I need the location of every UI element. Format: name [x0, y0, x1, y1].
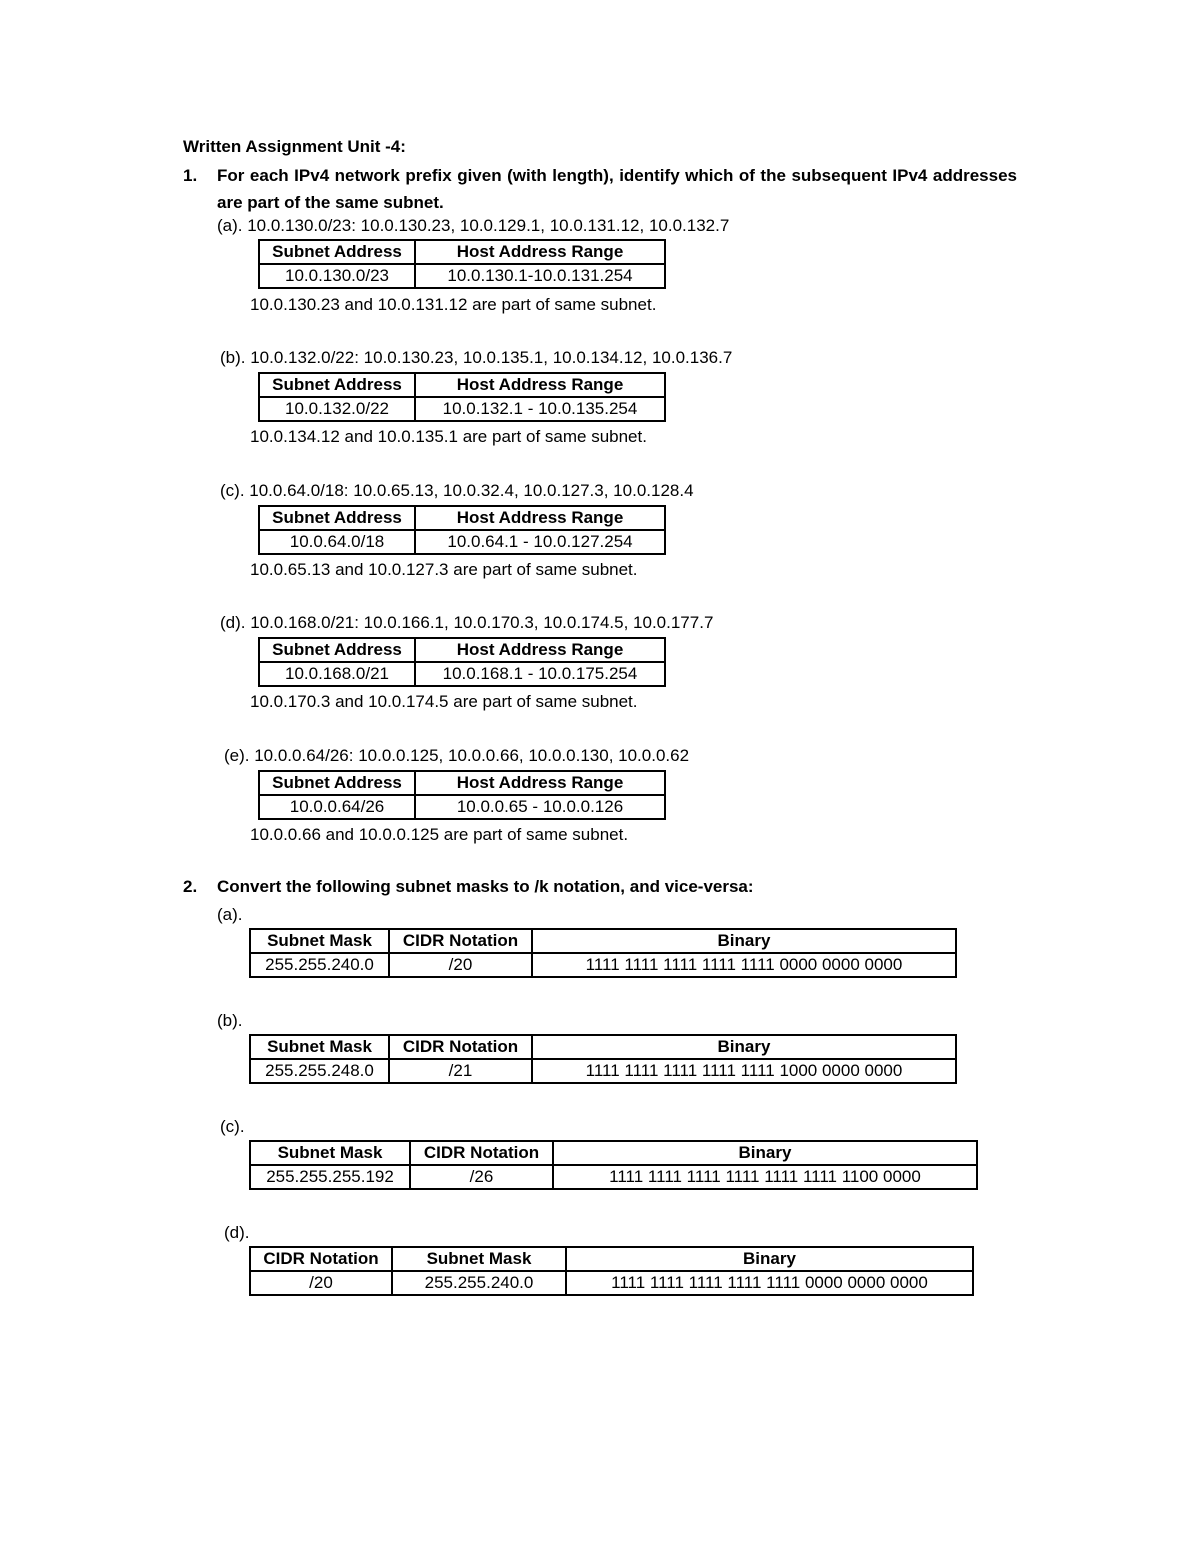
header-subnet-address: Subnet Address — [259, 506, 415, 530]
cell-subnet-address: 10.0.168.0/21 — [259, 662, 415, 686]
header-binary: Binary — [553, 1141, 977, 1165]
q1-part-a-answer: 10.0.130.23 and 10.0.131.12 are part of same subnet. — [250, 295, 657, 314]
q1-part-e-answer: 10.0.0.66 and 10.0.0.125 are part of same subnet. — [250, 825, 629, 844]
q1-prompt: For each IPv4 network prefix given (with length), identify which of the subsequent IPv4 addresses are part of the same subnet. — [217, 166, 1017, 212]
header-host-address-range: Host Address Range — [415, 240, 665, 264]
header-host-address-range: Host Address Range — [415, 638, 665, 662]
q1-part-c-table — [258, 505, 666, 555]
cell-subnet-address: 10.0.64.0/18 — [259, 530, 415, 554]
q1-part-a-label: (a). 10.0.130.0/23: 10.0.130.23, 10.0.129.1, 10.0.131.12, 10.0.132.7 — [217, 216, 730, 235]
header-subnet-mask: Subnet Mask — [392, 1247, 566, 1271]
header-subnet-address: Subnet Address — [259, 771, 415, 795]
q2-part-d-label: (d). — [224, 1223, 250, 1242]
header-subnet-address: Subnet Address — [259, 638, 415, 662]
q1-part-c-label: (c). 10.0.64.0/18: 10.0.65.13, 10.0.32.4, 10.0.127.3, 10.0.128.4 — [220, 481, 694, 500]
q2-number: 2. — [183, 877, 198, 896]
q1-part-d-label: (d). 10.0.168.0/21: 10.0.166.1, 10.0.170.3, 10.0.174.5, 10.0.177.7 — [220, 613, 714, 632]
q1-part-a-table — [258, 239, 666, 289]
q1-part-c-answer: 10.0.65.13 and 10.0.127.3 are part of same subnet. — [250, 560, 638, 579]
header-cidr-notation: CIDR Notation — [250, 1247, 392, 1271]
q1-part-b-label: (b). 10.0.132.0/22: 10.0.130.23, 10.0.135.1, 10.0.134.12, 10.0.136.7 — [220, 348, 733, 367]
header-binary: Binary — [566, 1247, 973, 1271]
header-host-address-range: Host Address Range — [415, 373, 665, 397]
q2-part-a-table — [249, 928, 957, 978]
header-binary: Binary — [532, 929, 956, 953]
q2-part-b-label: (b). — [217, 1011, 243, 1030]
cell-host-address-range: 10.0.168.1 - 10.0.175.254 — [415, 662, 665, 686]
header-subnet-address: Subnet Address — [259, 373, 415, 397]
header-cidr-notation: CIDR Notation — [389, 929, 532, 953]
cell-subnet-address: 10.0.0.64/26 — [259, 795, 415, 819]
q2-part-c-table — [249, 1140, 978, 1190]
header-subnet-mask: Subnet Mask — [250, 1035, 389, 1059]
q1-part-b-answer: 10.0.134.12 and 10.0.135.1 are part of same subnet. — [250, 427, 647, 446]
document-title: Written Assignment Unit -4: — [183, 137, 406, 156]
q2-prompt: Convert the following subnet masks to /k notation, and vice-versa: — [217, 877, 754, 896]
cell-binary: 1111 1111 1111 1111 1111 1111 1100 0000 — [553, 1165, 977, 1189]
cell-subnet-mask: 255.255.240.0 — [250, 953, 389, 977]
cell-host-address-range: 10.0.0.65 - 10.0.0.126 — [415, 795, 665, 819]
q1-part-b-table — [258, 372, 666, 422]
cell-binary: 1111 1111 1111 1111 1111 1000 0000 0000 — [532, 1059, 956, 1083]
header-subnet-mask: Subnet Mask — [250, 929, 389, 953]
q1-part-d-table — [258, 637, 666, 687]
cell-cidr-notation: /21 — [389, 1059, 532, 1083]
cell-binary: 1111 1111 1111 1111 1111 0000 0000 0000 — [532, 953, 956, 977]
cell-host-address-range: 10.0.64.1 - 10.0.127.254 — [415, 530, 665, 554]
cell-host-address-range: 10.0.130.1-10.0.131.254 — [415, 264, 665, 288]
header-subnet-address: Subnet Address — [259, 240, 415, 264]
q1-part-d-answer: 10.0.170.3 and 10.0.174.5 are part of same subnet. — [250, 692, 638, 711]
q2-part-c-label: (c). — [220, 1117, 245, 1136]
q2-part-d-table — [249, 1246, 974, 1296]
cell-binary: 1111 1111 1111 1111 1111 0000 0000 0000 — [566, 1271, 973, 1295]
header-cidr-notation: CIDR Notation — [410, 1141, 553, 1165]
header-binary: Binary — [532, 1035, 956, 1059]
cell-cidr-notation: /20 — [389, 953, 532, 977]
q1-number: 1. — [183, 166, 198, 185]
cell-cidr-notation: /26 — [410, 1165, 553, 1189]
cell-subnet-mask: 255.255.255.192 — [250, 1165, 410, 1189]
header-cidr-notation: CIDR Notation — [389, 1035, 532, 1059]
q2-part-a-label: (a). — [217, 905, 243, 924]
cell-subnet-mask: 255.255.248.0 — [250, 1059, 389, 1083]
q1-part-e-table — [258, 770, 666, 820]
q2-part-b-table — [249, 1034, 957, 1084]
cell-subnet-address: 10.0.130.0/23 — [259, 264, 415, 288]
header-subnet-mask: Subnet Mask — [250, 1141, 410, 1165]
header-host-address-range: Host Address Range — [415, 506, 665, 530]
cell-host-address-range: 10.0.132.1 - 10.0.135.254 — [415, 397, 665, 421]
cell-subnet-mask: 255.255.240.0 — [392, 1271, 566, 1295]
cell-subnet-address: 10.0.132.0/22 — [259, 397, 415, 421]
cell-cidr-notation: /20 — [250, 1271, 392, 1295]
q1-part-e-label: (e). 10.0.0.64/26: 10.0.0.125, 10.0.0.66, 10.0.0.130, 10.0.0.62 — [224, 746, 690, 765]
header-host-address-range: Host Address Range — [415, 771, 665, 795]
